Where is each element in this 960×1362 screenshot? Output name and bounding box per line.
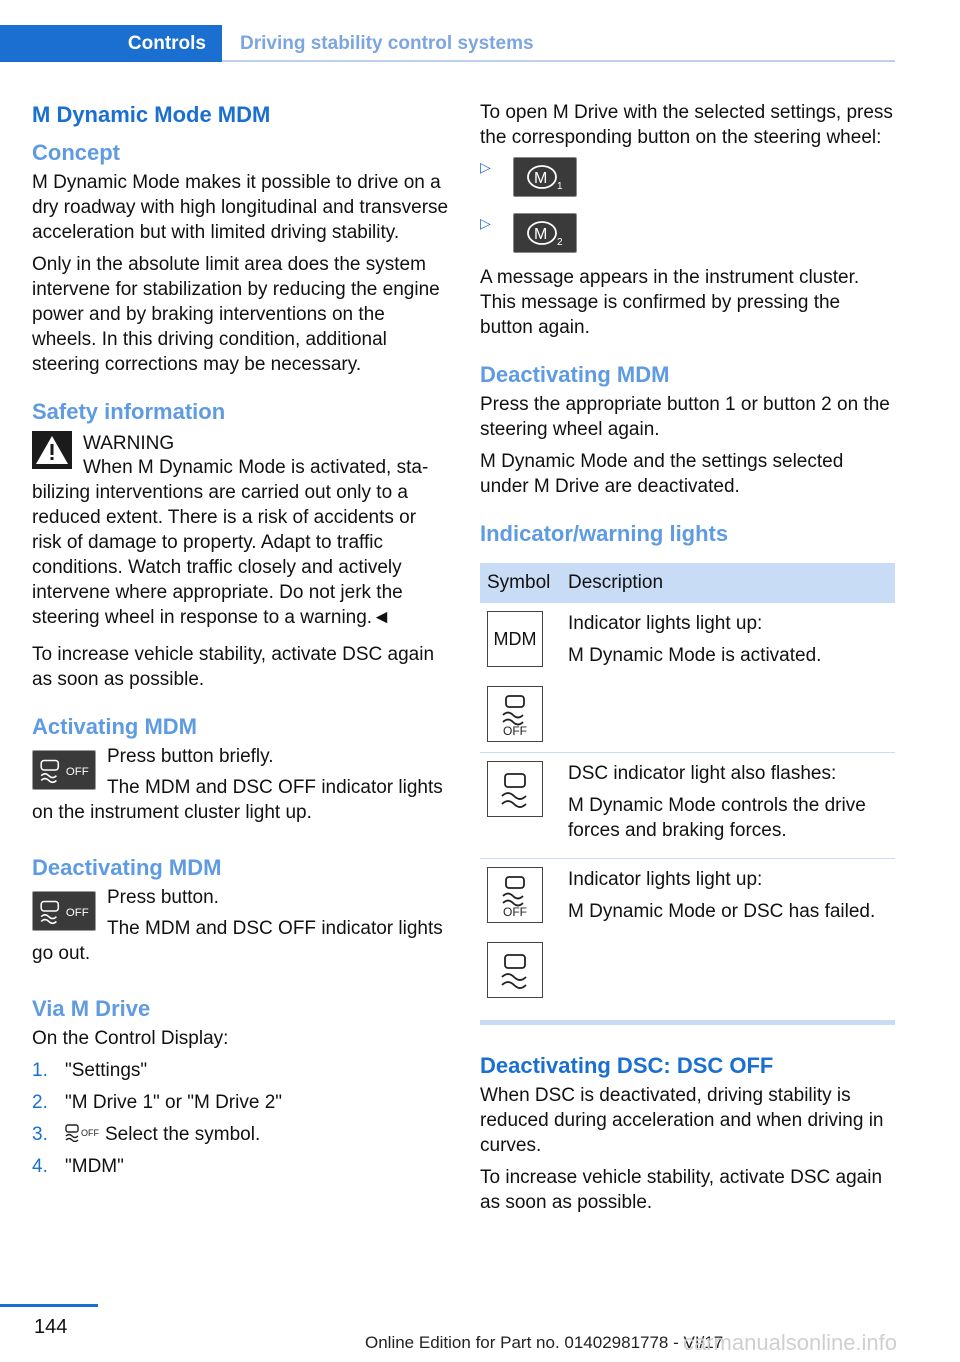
row2-line-2: M Dynamic Mode controls the drive forces and braking forces.: [568, 795, 866, 841]
list-item: [480, 213, 895, 265]
mdm-indicator-icon: MDM: [487, 611, 543, 667]
column-header-symbol: Symbol: [480, 563, 561, 603]
via-intro: On the Control Display:: [32, 1028, 229, 1049]
m2-button-icon: [513, 213, 577, 253]
deactivating-line-2: The MDM and DSC OFF indicator lights go out.: [32, 918, 443, 964]
list-item: 3. OFF Select the symbol.: [32, 1124, 261, 1145]
dsc-off-indicator-icon: [487, 686, 543, 742]
dsc-paragraph-2: To increase vehicle stability, activate DSC again as soon as possible.: [480, 1167, 883, 1213]
dsc-indicator-icon: [487, 761, 543, 817]
page-title: M Dynamic Mode MDM: [32, 102, 271, 127]
page-number: 144: [34, 1316, 68, 1338]
dsc-off-button-icon: [32, 891, 96, 931]
warning-text: When M Dynamic Mode is activated, stabilizing interventions are carried out only to a reduced extent. There is a risk of accidents or risk of damage to property. Adapt to traffic conditions. Watch traffic closely and actively intervene where appropriate. Do not jerk the steering wheel in response to a warning.◄: [32, 457, 429, 628]
concept-heading: Concept: [32, 140, 120, 165]
table-end-rule: [480, 1020, 895, 1025]
warning-text-holder: [32, 462, 450, 487]
deactivating-heading: Deactivating MDM: [32, 855, 222, 880]
svg-text:M: M: [534, 170, 548, 187]
row3-line-1: Indicator lights light up:: [568, 869, 763, 890]
list-item: 2. "M Drive 1" or "M Drive 2": [32, 1092, 283, 1113]
dsc-paragraph-1: When DSC is deactivated, driving stability is reduced during acceleration and when driving in curves.: [480, 1085, 884, 1156]
open-m-drive-text: To open M Drive with the selected settings, press the corresponding button on the steering wheel:: [480, 102, 893, 148]
row2-line-1: DSC indicator light also flashes:: [568, 763, 837, 784]
triangle-bullet-icon: ▷: [480, 159, 491, 175]
table-row: [480, 603, 895, 753]
indicator-table: [480, 563, 895, 1008]
concept-paragraph-2: Only in the absolute limit area does the system intervene for stabilization by reducing the engine power and by braking interventions on the wheels. In this driving condition, additional steering corrections may be necessary.: [32, 254, 440, 375]
message-text: A message appears in the instrument cluster. This message is confirmed by pressing the button again.: [480, 267, 860, 338]
deactivating-paragraph-2: M Dynamic Mode and the settings selected under M Drive are deactivated.: [480, 451, 844, 497]
warning-block: [32, 429, 450, 487]
indicator-heading: Indicator/warning lights: [480, 521, 729, 546]
triangle-bullet-icon: ▷: [480, 215, 491, 231]
row3-line-2: M Dynamic Mode or DSC has failed.: [568, 901, 876, 922]
section-tab: Controls: [0, 25, 222, 62]
warning-label: WARNING: [83, 433, 175, 454]
concept-paragraph-1: M Dynamic Mode makes it possible to drive on a dry roadway with high longitudinal and transverse acceleration but with limited driving stability.: [32, 172, 449, 243]
m1-button-icon: [513, 157, 577, 197]
dsc-indicator-icon: [487, 942, 543, 998]
safety-paragraph: To increase vehicle stability, activate DSC again as soon as possible.: [32, 644, 435, 690]
svg-text:OFF: OFF: [81, 1128, 99, 1138]
warning-triangle-icon: [32, 431, 72, 469]
row1-line-1: Indicator lights light up:: [568, 613, 763, 634]
svg-text:OFF: OFF: [503, 905, 527, 918]
footer-rule: [0, 1304, 98, 1307]
dsc-off-button-icon: [32, 750, 96, 790]
subsection-tab: Driving stability control systems: [240, 33, 534, 54]
list-item: [480, 157, 895, 209]
list-item: 1. "Settings": [32, 1060, 148, 1081]
activating-heading: Activating MDM: [32, 714, 197, 739]
table-row: [480, 859, 895, 1009]
activating-line-1: Press button briefly.: [107, 746, 274, 767]
svg-text:M: M: [534, 226, 548, 243]
deactivating-heading-right: Deactivating MDM: [480, 362, 670, 387]
activating-block: [32, 744, 450, 778]
column-header-description: Description: [561, 563, 895, 603]
safety-heading: Safety information: [32, 399, 226, 424]
dsc-off-indicator-icon: [487, 867, 543, 923]
m-button-list: [480, 157, 895, 265]
right-column: [480, 100, 895, 1222]
deactivating-line-1: Press button.: [107, 887, 219, 908]
svg-text:OFF: OFF: [65, 906, 89, 919]
deactivating-block: [32, 885, 450, 919]
watermark: carmanualsonline.info: [683, 1330, 898, 1355]
dsc-off-symbol-icon: [65, 1124, 99, 1142]
dsc-off-heading: Deactivating DSC: DSC OFF: [480, 1053, 774, 1078]
table-row: [480, 753, 895, 859]
via-heading: Via M Drive: [32, 996, 151, 1021]
edition-text: Online Edition for Part no. 01402981778 - VI/17: [365, 1333, 724, 1352]
svg-text:OFF: OFF: [65, 765, 89, 778]
list-item: 4. "MDM": [32, 1156, 124, 1177]
svg-text:2: 2: [557, 237, 563, 247]
activating-line-2: The MDM and DSC OFF indicator lights on the instrument cluster light up.: [32, 777, 443, 823]
left-column: [32, 100, 450, 1186]
svg-text:OFF: OFF: [503, 724, 527, 737]
row1-line-2: M Dynamic Mode is activated.: [568, 645, 822, 666]
svg-text:1: 1: [557, 181, 563, 191]
page-header: [0, 25, 895, 62]
via-steps: [32, 1058, 450, 1179]
deactivating-paragraph-1: Press the appropriate button 1 or button 2 on the steering wheel again.: [480, 394, 890, 440]
